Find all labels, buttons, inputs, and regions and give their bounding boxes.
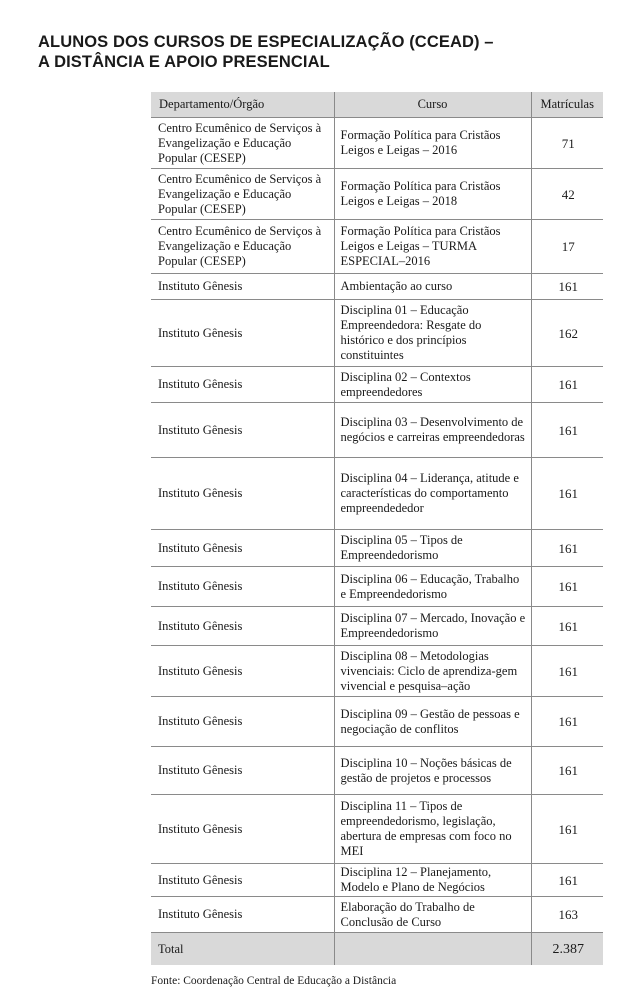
source-note: Fonte: Coordenação Central de Educação a Distância bbox=[151, 975, 397, 987]
cell-course: Disciplina 10 – Noções básicas de gestão de projetos e processos bbox=[334, 747, 531, 795]
cell-course: Disciplina 08 – Metodologias vivenciais: Ciclo de aprendiza-gem vivencial e pesquisa–ação bbox=[334, 646, 531, 697]
table-row bbox=[151, 169, 603, 220]
cell-department: Instituto Gênesis bbox=[151, 697, 334, 747]
cell-department: Instituto Gênesis bbox=[151, 458, 334, 530]
enrollment-table bbox=[151, 92, 603, 965]
table-row bbox=[151, 864, 603, 897]
header-department: Departamento/Órgão bbox=[151, 92, 334, 118]
cell-department: Centro Ecumênico de Serviços à Evangelização e Educação Popular (CESEP) bbox=[151, 220, 334, 274]
header-enrollments: Matrículas bbox=[531, 92, 603, 118]
cell-enrollments: 161 bbox=[531, 795, 603, 864]
cell-department: Instituto Gênesis bbox=[151, 747, 334, 795]
total-value: 2.387 bbox=[531, 933, 603, 966]
cell-course: Disciplina 07 – Mercado, Inovação e Empreendedorismo bbox=[334, 607, 531, 646]
cell-enrollments: 71 bbox=[531, 118, 603, 169]
cell-enrollments: 161 bbox=[531, 367, 603, 403]
cell-course: Disciplina 05 – Tipos de Empreendedorismo bbox=[334, 530, 531, 567]
cell-department: Instituto Gênesis bbox=[151, 530, 334, 567]
cell-department: Instituto Gênesis bbox=[151, 646, 334, 697]
cell-department: Instituto Gênesis bbox=[151, 607, 334, 646]
table-title-line-1: ALUNOS DOS CURSOS DE ESPECIALIZAÇÃO (CCEAD) – bbox=[38, 33, 494, 51]
cell-course: Disciplina 04 – Liderança, atitude e características do comportamento empreendededor bbox=[334, 458, 531, 530]
cell-enrollments: 161 bbox=[531, 567, 603, 607]
table-row bbox=[151, 458, 603, 530]
cell-enrollments: 161 bbox=[531, 646, 603, 697]
cell-department: Centro Ecumênico de Serviços à Evangelização e Educação Popular (CESEP) bbox=[151, 169, 334, 220]
total-label: Total bbox=[151, 933, 334, 966]
cell-department: Instituto Gênesis bbox=[151, 403, 334, 458]
cell-course: Elaboração do Trabalho de Conclusão de Curso bbox=[334, 897, 531, 933]
cell-enrollments: 161 bbox=[531, 747, 603, 795]
cell-course: Disciplina 09 – Gestão de pessoas e negociação de conflitos bbox=[334, 697, 531, 747]
table-header-row bbox=[151, 92, 603, 118]
total-course-cell bbox=[334, 933, 531, 966]
cell-enrollments: 161 bbox=[531, 403, 603, 458]
cell-department: Instituto Gênesis bbox=[151, 300, 334, 367]
cell-course: Disciplina 12 – Planejamento, Modelo e Plano de Negócios bbox=[334, 864, 531, 897]
cell-enrollments: 161 bbox=[531, 458, 603, 530]
cell-department: Instituto Gênesis bbox=[151, 567, 334, 607]
table-row bbox=[151, 300, 603, 367]
cell-course: Disciplina 02 – Contextos empreendedores bbox=[334, 367, 531, 403]
table-row bbox=[151, 897, 603, 933]
cell-enrollments: 162 bbox=[531, 300, 603, 367]
cell-course: Disciplina 01 – Educação Empreendedora: Resgate do histórico e dos princípios constituintes bbox=[334, 300, 531, 367]
cell-department: Instituto Gênesis bbox=[151, 864, 334, 897]
cell-enrollments: 161 bbox=[531, 274, 603, 300]
table-row bbox=[151, 530, 603, 567]
cell-course: Formação Política para Cristãos Leigos e Leigas – TURMA ESPECIAL–2016 bbox=[334, 220, 531, 274]
cell-course: Formação Política para Cristãos Leigos e Leigas – 2016 bbox=[334, 118, 531, 169]
table-row bbox=[151, 118, 603, 169]
table-row bbox=[151, 567, 603, 607]
cell-course: Disciplina 06 – Educação, Trabalho e Empreendedorismo bbox=[334, 567, 531, 607]
table-title bbox=[38, 32, 494, 72]
cell-course: Formação Política para Cristãos Leigos e Leigas – 2018 bbox=[334, 169, 531, 220]
table-row bbox=[151, 646, 603, 697]
cell-course: Disciplina 03 – Desenvolvimento de negócios e carreiras empreendedoras bbox=[334, 403, 531, 458]
cell-department: Instituto Gênesis bbox=[151, 795, 334, 864]
cell-enrollments: 42 bbox=[531, 169, 603, 220]
cell-course: Ambientação ao curso bbox=[334, 274, 531, 300]
table-row bbox=[151, 607, 603, 646]
table-row bbox=[151, 795, 603, 864]
cell-enrollments: 161 bbox=[531, 530, 603, 567]
header-course: Curso bbox=[334, 92, 531, 118]
table-row bbox=[151, 697, 603, 747]
cell-department: Centro Ecumênico de Serviços à Evangelização e Educação Popular (CESEP) bbox=[151, 118, 334, 169]
cell-enrollments: 161 bbox=[531, 864, 603, 897]
cell-enrollments: 163 bbox=[531, 897, 603, 933]
table-row bbox=[151, 367, 603, 403]
cell-enrollments: 161 bbox=[531, 607, 603, 646]
cell-course: Disciplina 11 – Tipos de empreendedorismo, legislação, abertura de empresas com foco no MEI bbox=[334, 795, 531, 864]
cell-department: Instituto Gênesis bbox=[151, 897, 334, 933]
table-row bbox=[151, 403, 603, 458]
cell-enrollments: 161 bbox=[531, 697, 603, 747]
table-title-line-2: A DISTÂNCIA E APOIO PRESENCIAL bbox=[38, 53, 330, 71]
table-row bbox=[151, 274, 603, 300]
cell-department: Instituto Gênesis bbox=[151, 274, 334, 300]
cell-enrollments: 17 bbox=[531, 220, 603, 274]
table-row bbox=[151, 220, 603, 274]
table-row bbox=[151, 747, 603, 795]
total-row bbox=[151, 933, 603, 966]
cell-department: Instituto Gênesis bbox=[151, 367, 334, 403]
